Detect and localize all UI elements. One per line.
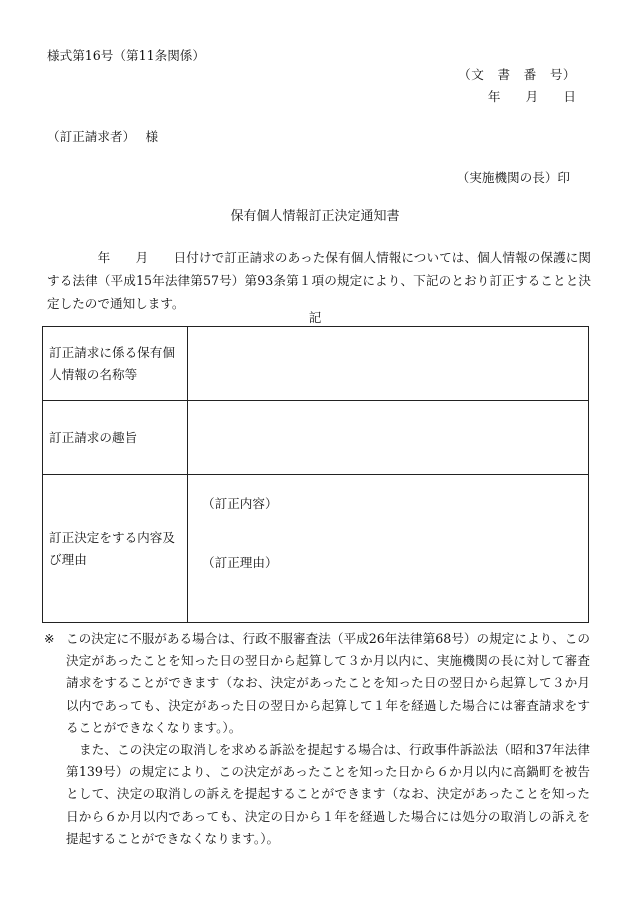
intro-text: 年 月 日付けで訂正請求のあった保有個人情報については、個人情報の保護に関する法律（平成15年法律第57号）第93条第１項の規定により、下記のとおり訂正することと決定したので通知します。 xyxy=(47,250,591,311)
correction-reason-label: （訂正理由） xyxy=(202,555,278,570)
addressee: （訂正請求者） 様 xyxy=(47,129,159,144)
document-date: 年 月 日 xyxy=(487,89,576,104)
table-row-request-purpose xyxy=(43,401,589,475)
note-lawsuit: また、この決定の取消しを求める訴訟を提起する場合は、行政事件訴訟法（昭和37年法律第139号）の規定により、この決定があったことを知った日から６か月以内に高鍋町を被告として、決定の取消しの訴えを提起することができます（なお、決定があったことを知った日から６か月以内であっても、決定の日から１年を経過した場合には処分の取消しの訴えを提起することができなくなります。）。 xyxy=(66,742,590,846)
document-title: 保有個人情報訂正決定通知書 xyxy=(230,209,400,224)
row-content-request-purpose xyxy=(188,401,589,475)
form-number: 様式第16号（第11条関係） xyxy=(47,48,205,63)
table-row-decision xyxy=(43,475,589,623)
intro-paragraph xyxy=(47,246,591,315)
document-number: （文 書 番 号） xyxy=(458,67,576,82)
ki-heading: 記 xyxy=(308,310,322,325)
table-row-info-name xyxy=(43,327,589,401)
row-content-decision xyxy=(188,475,589,623)
row-content-info-name xyxy=(188,327,589,401)
notes-section xyxy=(44,628,590,850)
issuer-seal: （実施機関の長）印 xyxy=(456,170,570,185)
note-appeal xyxy=(44,628,590,739)
row-label-info-name: 訂正請求に係る保有個人情報の名称等 xyxy=(43,327,188,401)
note-mark: ※ xyxy=(44,631,55,646)
note-appeal-text: この決定に不服がある場合は、行政不服審査法（平成26年法律第68号）の規定により、この決定があったことを知った日の翌日から起算して３か月以内に、実施機関の長に対して審査請求をすることができます（なお、決定があったことを知った日の翌日から起算して３か月以内であっても、決定があった日の翌日から起算して１年を経過した場合には審査請求をすることができなくなります。）。 xyxy=(66,631,590,735)
row-label-decision: 訂正決定をする内容及び理由 xyxy=(43,475,188,623)
correction-content-label: （訂正内容） xyxy=(202,496,278,511)
correction-decision-table xyxy=(42,326,589,623)
row-label-request-purpose: 訂正請求の趣旨 xyxy=(43,401,188,475)
